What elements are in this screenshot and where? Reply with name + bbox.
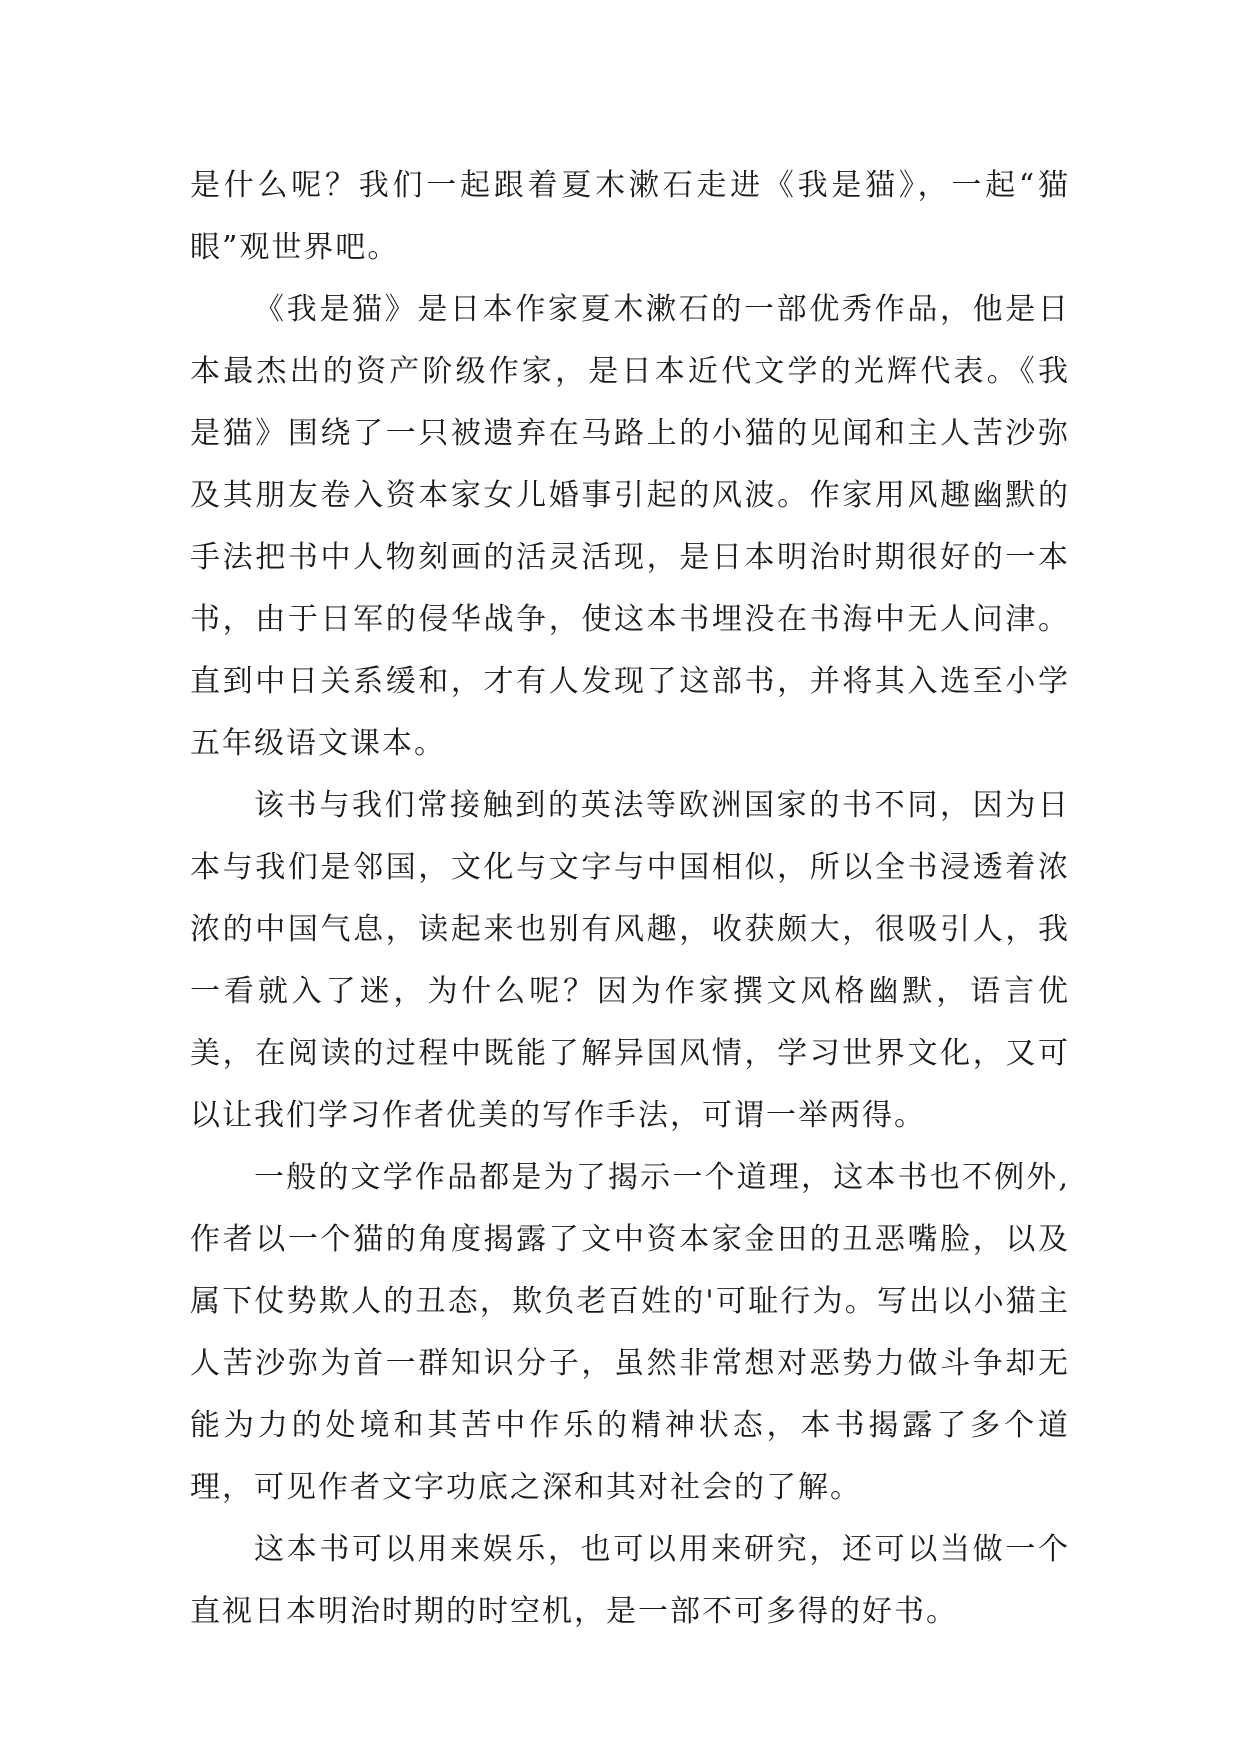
paragraph-4: 一般的文学作品都是为了揭示一个道理，这本书也不例外,作者以一个猫的角度揭露了文中资本家金田的丑恶嘴脸，以及属下仗势欺人的丑态，欺负老百姓的'可耻行为。写出以小猫主人苦沙弥为首一群知识分子，虽然非常想对恶势力做斗争却无能为力的处境和其苦中作乐的精神状态，本书揭露了多个道理，可见作者文字功底之深和其对社会的了解。 (190, 1160, 1070, 1505)
document-body (190, 155, 1070, 1643)
paragraph-5: 这本书可以用来娱乐，也可以用来研究，还可以当做一个直视日本明治时期的时空机，是一部不可多得的好书。 (190, 1532, 1070, 1629)
paragraph-1: 是什么呢？我们一起跟着夏木漱石走进《我是猫》，一起“猫眼”观世界吧。 (190, 168, 1070, 265)
paragraph-3: 该书与我们常接触到的英法等欧洲国家的书不同，因为日本与我们是邻国，文化与文字与中国相似，所以全书浸透着浓浓的中国气息，读起来也别有风趣，收获颇大，很吸引人，我一看就入了迷，为什么呢？因为作家撰文风格幽默，语言优美，在阅读的过程中既能了解异国风情，学习世界文化，又可以让我们学习作者优美的写作手法，可谓一举两得。 (190, 788, 1070, 1133)
paragraph-2: 《我是猫》是日本作家夏木漱石的一部优秀作品，他是日本最杰出的资产阶级作家，是日本近代文学的光辉代表。《我是猫》围绕了一只被遗弃在马路上的小猫的见闻和主人苦沙弥及其朋友卷入资本家女儿婚事引起的风波。作家用风趣幽默的手法把书中人物刻画的活灵活现，是日本明治时期很好的一本书，由于日军的侵华战争，使这本书埋没在书海中无人问津。直到中日关系缓和，才有人发现了这部书，并将其入选至小学五年级语文课本。 (190, 292, 1070, 761)
